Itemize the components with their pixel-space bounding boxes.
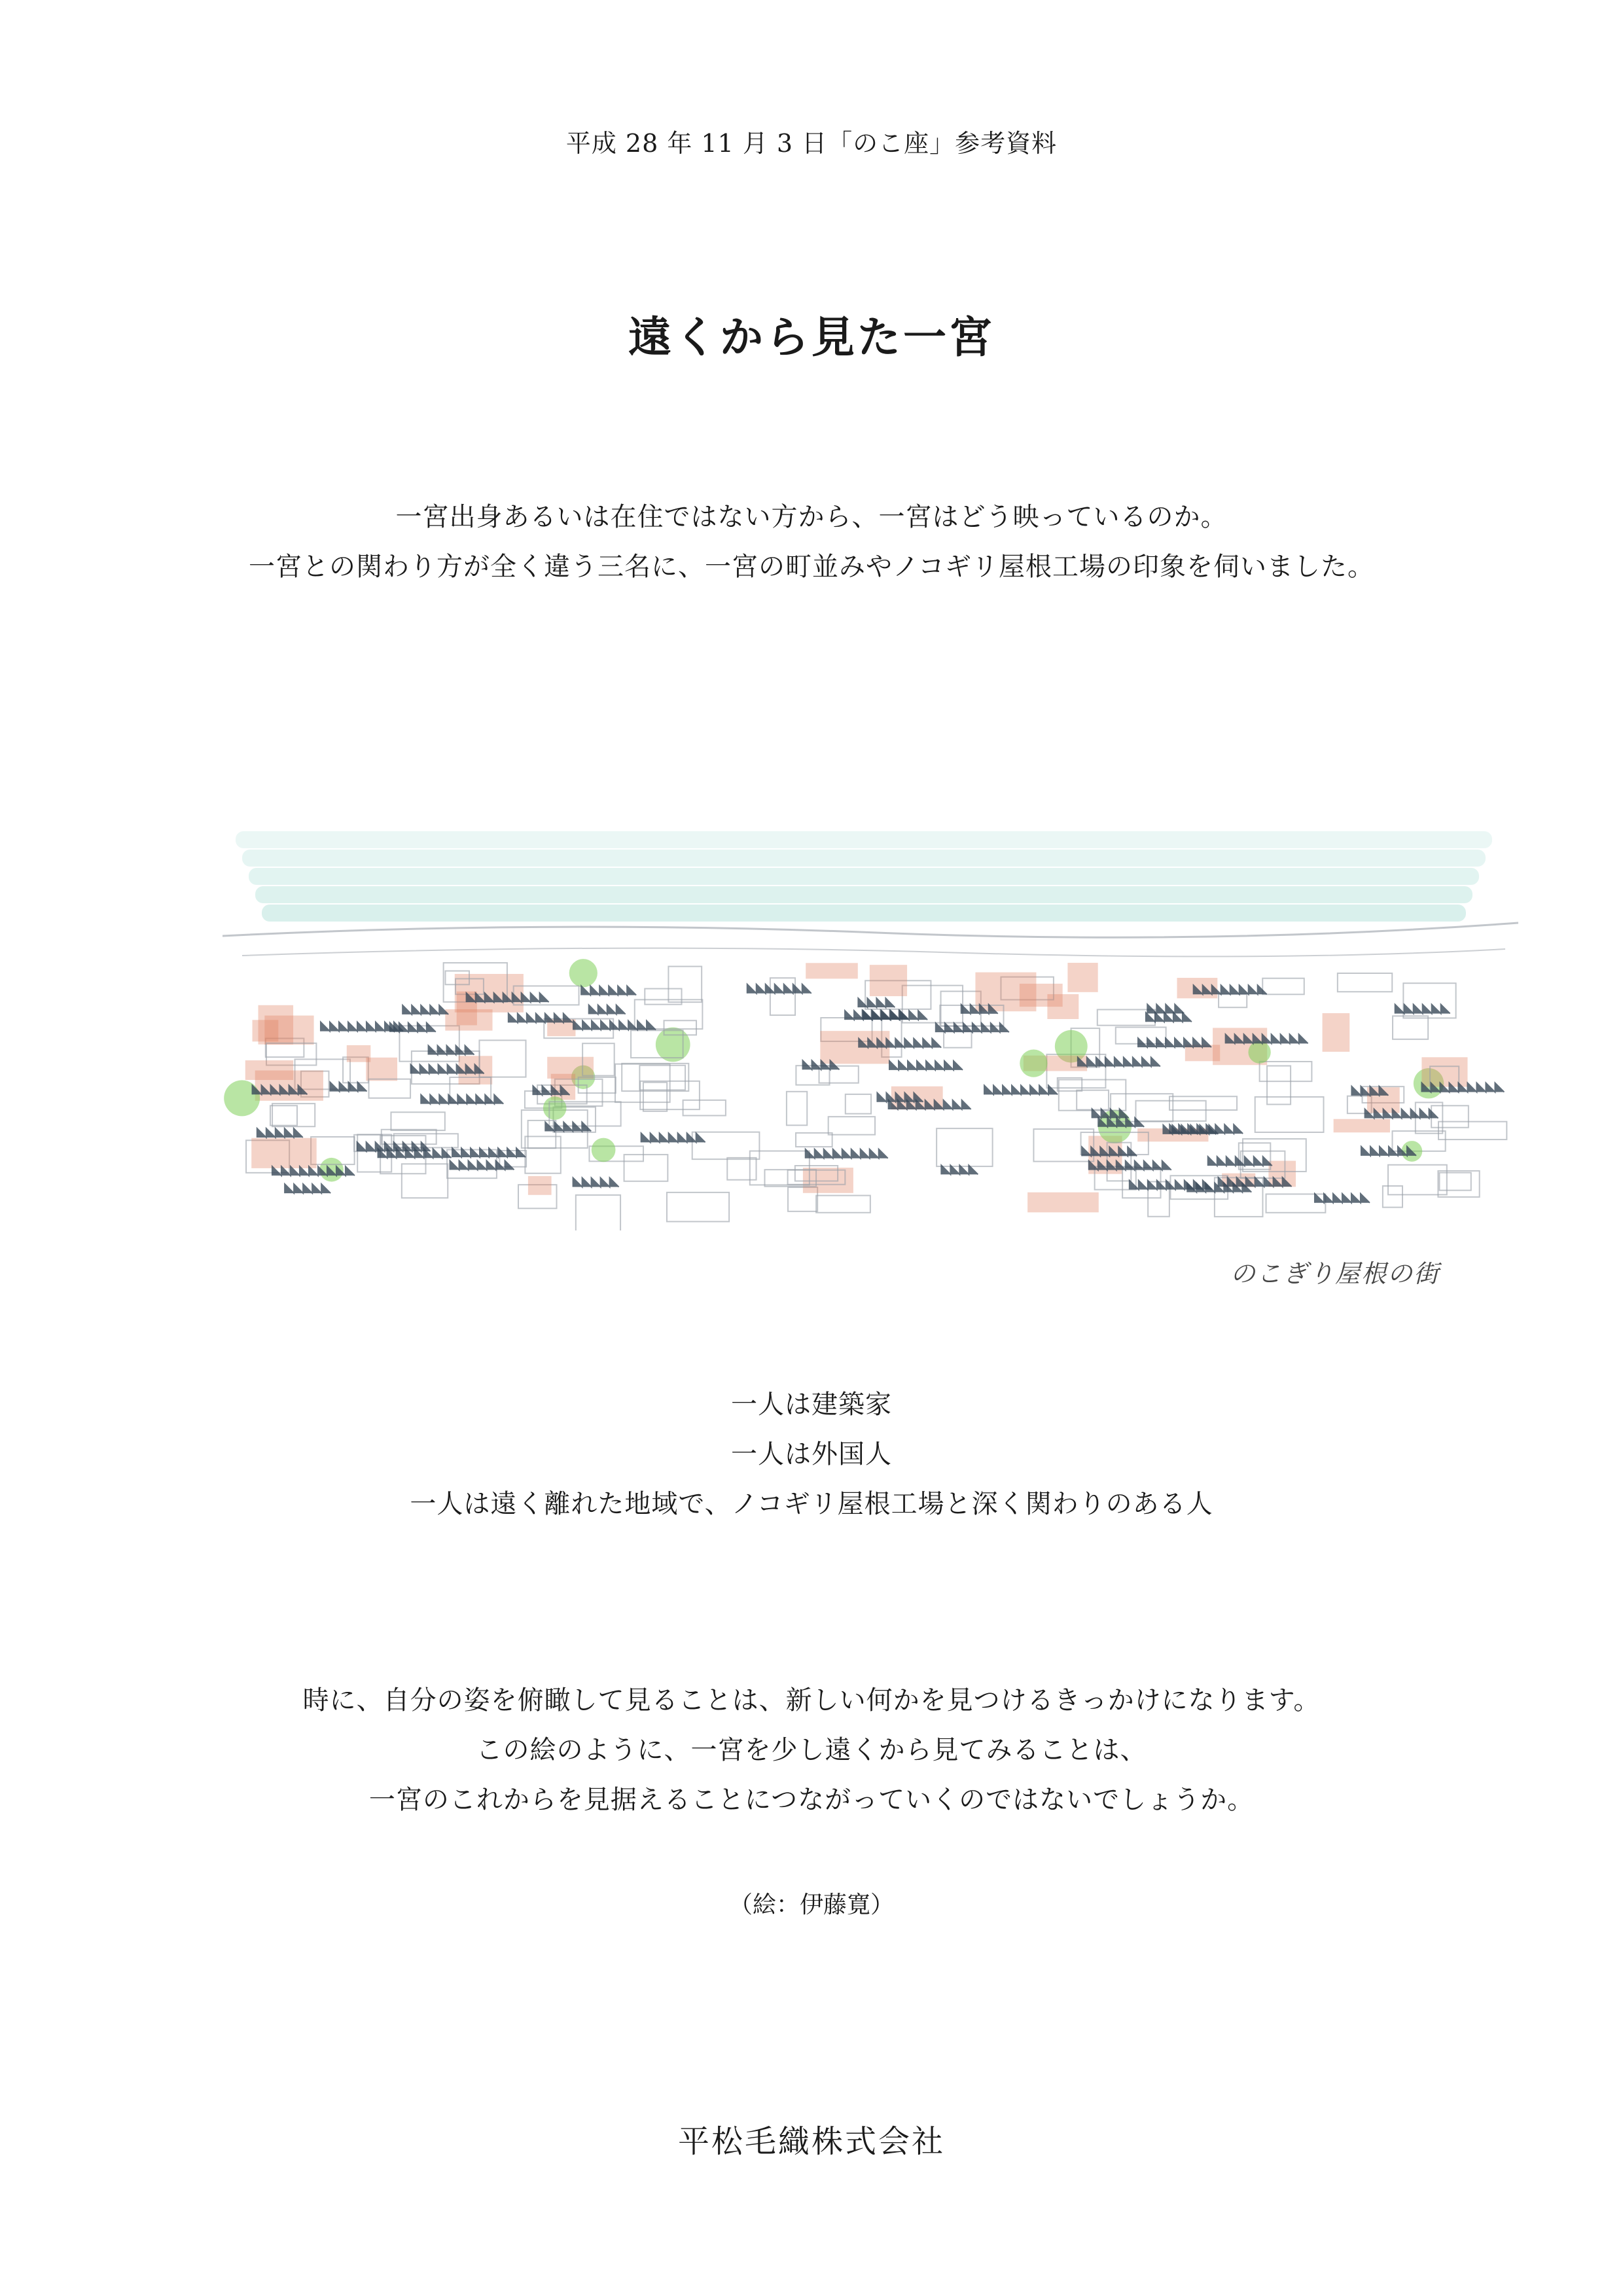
company-name: 平松毛織株式会社: [677, 2123, 945, 2160]
closing-paragraph: [0, 1676, 1623, 1825]
document-date-line: 平成 28 年 11 月 3 日「のこ座」参考資料: [565, 129, 1058, 158]
closing-line: この絵のように、一宮を少し遠くから見てみることは、: [476, 1735, 1147, 1765]
person-line: 一人は外国人: [731, 1439, 892, 1469]
illustration-caption: のこぎり屋根の街: [1230, 1259, 1440, 1288]
sky-wash: [223, 831, 1518, 956]
intro-line: 一宮出身あるいは在住ではない方から、一宮はどう映っているのか。: [395, 502, 1228, 532]
closing-line: 一宮のこれからを見据えることにつながっていくのではないでしょうか。: [368, 1785, 1255, 1815]
cityscape-illustration: [223, 785, 1518, 1230]
illustration-credit: （絵：伊藤寛）: [728, 1892, 894, 1918]
city-buildings: [224, 959, 1507, 1230]
person-line: 一人は遠く離れた地域で、ノコギリ屋根工場と深く関わりのある人: [410, 1489, 1213, 1519]
intro-line: 一宮との関わり方が全く違う三名に、一宮の町並みやノコギリ屋根工場の印象を伺いました。: [249, 552, 1374, 582]
closing-line: 時に、自分の姿を俯瞰して見ることは、新しい何かを見つけるきっかけになります。: [302, 1685, 1321, 1715]
intro-paragraph: [0, 492, 1623, 592]
person-line: 一人は建築家: [731, 1390, 892, 1420]
people-list: [0, 1380, 1623, 1529]
document-title: 遠くから見た一宮: [628, 312, 995, 363]
